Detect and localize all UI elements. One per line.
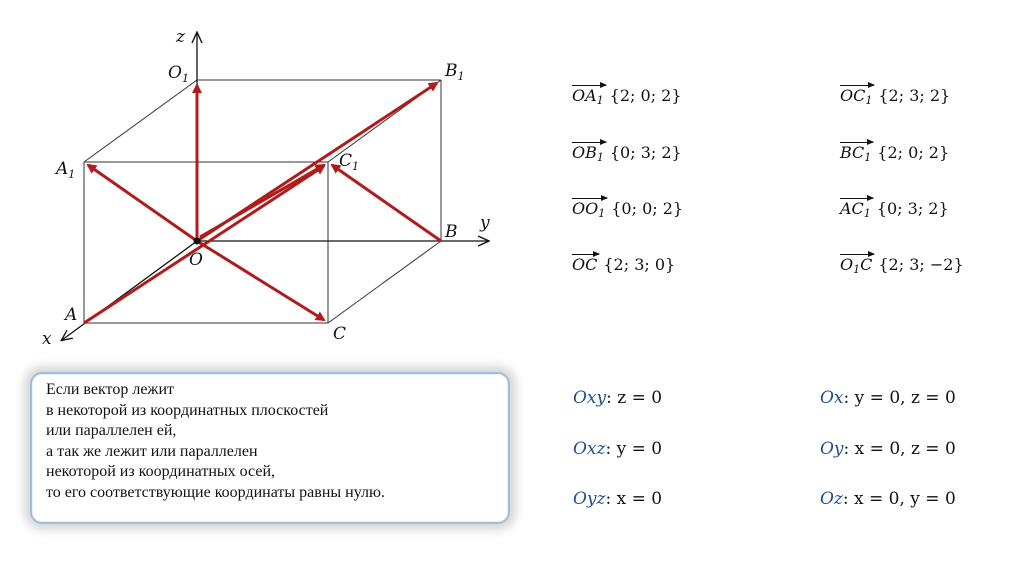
vector-oa1 [88,165,197,241]
vector-coords: {2; 3; 2} [878,86,951,105]
vector-name: OC [572,252,597,278]
origin-dot [194,238,201,245]
note-line: или параллелен ей, [46,422,177,439]
point-label-o1: $O_1$ [168,63,189,85]
axis-name: Oy [820,439,844,459]
plane-rule: : x = 0 [605,489,663,509]
plane-condition [573,385,662,411]
point-label-a: A [65,305,78,325]
plane-name: Oxz [573,439,606,459]
vector-row [840,83,950,109]
axis-rule: : x = 0, z = 0 [843,439,956,459]
vector-name: OC1 [840,83,872,114]
vector-coords: {0; 3; 2} [876,199,949,218]
plane-condition [573,436,662,462]
axis-label-x: x [42,329,52,349]
vector-coords: {2; 3; −2} [878,255,964,274]
point-label-b1: $B_1$ [445,61,465,83]
note-line: в некоторой из координатных плоскостей [46,401,329,419]
edge-c-b [328,241,441,323]
note-line: а так же лежит или параллелен [46,442,258,460]
axis-label-y: y [480,213,490,233]
vector-name: OO1 [572,196,605,227]
vector-name: O1C [840,252,872,283]
vector-coords: {2; 0; 2} [877,143,950,162]
axis-name: Ox [820,388,844,408]
point-label-o: O [189,250,203,270]
vector-coords: {0; 0; 2} [611,199,684,218]
point-label-c1: $C_1$ [339,151,360,173]
vector-row [572,83,682,109]
note-line: то его соответствующие координаты равны нулю. [46,483,385,501]
note-line: некоторой из координатных осей, [46,463,276,480]
axis-condition [820,385,956,411]
vector-row [572,252,675,278]
plane-condition [573,486,662,512]
coordinate-box-diagram [0,0,520,360]
vector-row [840,196,949,222]
vector-row [572,196,683,222]
point-label-b: B [445,222,458,242]
rule-note [30,372,510,524]
point-label-c: C [333,324,347,344]
edge-a1-o1 [84,80,197,162]
vector-name: OB1 [572,140,604,171]
vector-name: BC1 [840,140,871,171]
plane-name: Oxy [573,388,607,408]
vector-oc1 [200,165,324,237]
plane-name: Oyz [573,489,606,509]
vector-oc [197,241,324,320]
vector-ac1 [84,166,324,323]
axis-label-z: z [176,27,185,47]
point-label-a1: $A_1$ [56,159,76,181]
axis-rule: : y = 0, z = 0 [843,388,956,408]
vector-bc1 [332,165,441,241]
vector-row [840,252,964,278]
axis-rule: : x = 0, y = 0 [842,489,956,509]
axis-name: Oz [820,489,843,509]
vector-coords: {0; 3; 2} [609,143,682,162]
note-line: Если вектор лежит [46,381,175,398]
axis-condition [820,436,956,462]
vector-row [572,140,682,166]
x-axis [62,241,197,340]
vector-row [840,140,949,166]
vector-coords: {2; 0; 2} [609,86,682,105]
vector-coords: {2; 3; 0} [603,255,676,274]
axis-condition [820,486,956,512]
plane-rule: : y = 0 [605,439,663,459]
plane-rule: : z = 0 [606,388,663,408]
vector-name: AC1 [840,196,871,227]
vector-name: OA1 [572,83,604,114]
